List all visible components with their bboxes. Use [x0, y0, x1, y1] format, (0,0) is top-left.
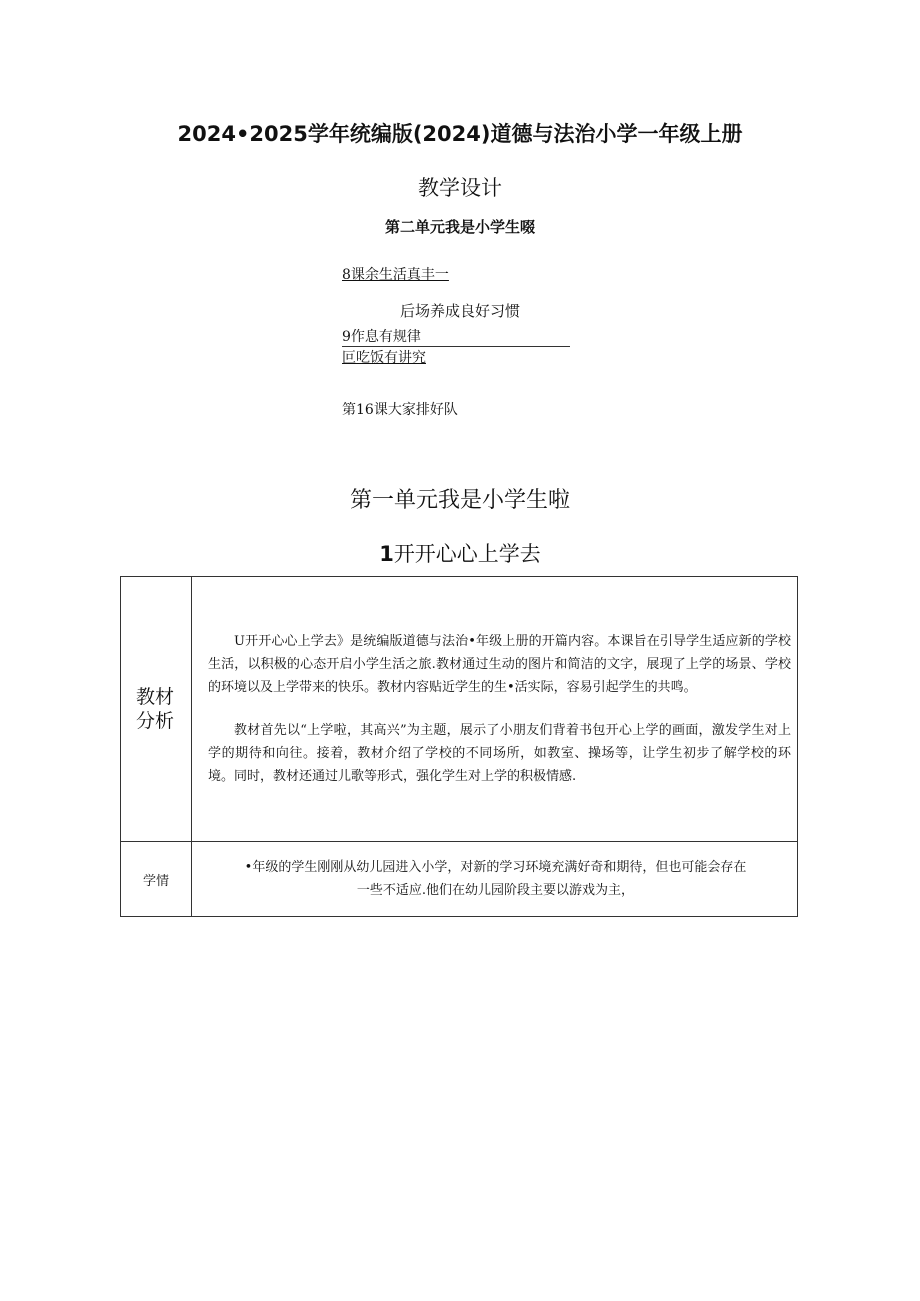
analysis-paragraph-2: 教材首先以“上学啦，其高兴”为主题，展示了小朋友们背着书包开心上学的画面，激发学生对上学的期待和向往。接着，教材介绍了学校的不同场所，如教室、操场等，让学生初步了解学校的环境。同时，教材还通过儿歌等形式，强化学生对上学的积极情感. [208, 723, 791, 784]
unit2-heading: 第二单元我是小学生啜 [384, 218, 535, 236]
student-situation-content [192, 842, 798, 917]
document-subtitle: 教学设计 [418, 176, 502, 200]
toc-item-eating: 叵吃饭有讲究 [342, 350, 426, 366]
toc-item-lesson16: 第16课大家排好队 [342, 402, 458, 418]
unit1-heading: 第一单元我是小学生啦 [349, 488, 570, 513]
table-row [121, 577, 798, 842]
document-title: 2024•2025学年统编版(2024)道德与法治小学一年级上册 [177, 122, 743, 146]
textbook-analysis-label: 教材分析 [136, 686, 175, 732]
toc-item-lesson9: 9作息有规律 [342, 326, 570, 347]
lesson-title: 开开心心上学去 [393, 542, 541, 566]
textbook-analysis-label-cell [121, 577, 192, 842]
student-situation-label: 学情 [142, 873, 169, 889]
toc-item-lesson8: 8课余生活真丰一 [342, 267, 449, 283]
analysis-paragraph-1: U开开心心上学去》是统编版道德与法治•年级上册的开篇内容。本课旨在引导学生适应新的学校生活，以积极的心态开启小学生活之旅.教材通过生动的图片和简洁的文字，展现了上学的场景、学校的环境以及上学带来的快乐。教材内容贴近学生的生•活实际，容易引起学生的共鸣。 [208, 634, 791, 695]
student-situation-label-cell [121, 842, 192, 917]
textbook-analysis-content [192, 577, 798, 842]
toc-item-habits: 后场养成良好习惯 [399, 302, 520, 320]
situation-line-1: •年级的学生刚刚从幼儿园进入小学，对新的学习环境充满好奇和期待，但也可能会存在 [244, 860, 747, 875]
table-row [121, 842, 798, 917]
analysis-table [120, 576, 798, 917]
lesson1-heading [0, 538, 920, 568]
situation-line-2: 一些不适应.他们在幼儿园阶段主要以游戏为主， [356, 883, 635, 898]
lesson-number: 1 [379, 542, 394, 566]
